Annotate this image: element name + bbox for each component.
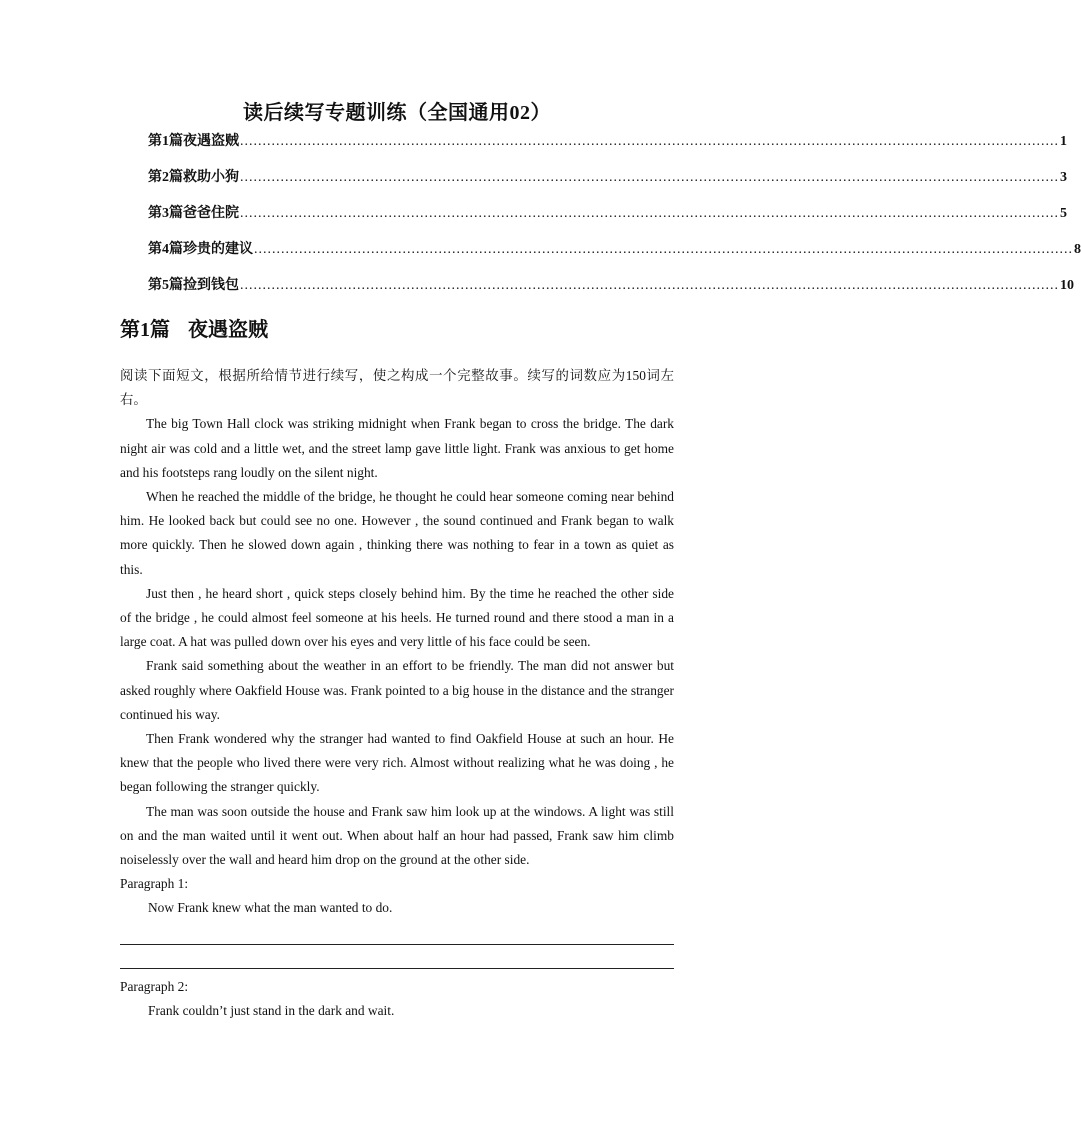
story-paragraph: Frank said something about the weather in an effort to be friendly. The man did not answer but asked roughly where Oakfield House was. Frank pointed to a big house in the distance and the stranger continued his way. [120,658,674,722]
paragraph1-label: Paragraph 1: [120,876,189,892]
story-paragraph: Then Frank wondered why the stranger had wanted to find Oakfield House at such an hour. He knew that the people who lived there were very rich. Almost without realizing what he was doing , he began following the stranger quickly. [120,731,674,795]
passage-body [120,364,674,1023]
paragraph1-opening: Now Frank knew what the man wanted to do. [148,900,393,916]
toc-item-title: 珍贵的建议 [183,242,253,257]
toc-item-page: 3 [1060,170,1067,185]
story-paragraph: The big Town Hall clock was striking midnight when Frank began to cross the bridge. The dark night air was cold and a little wet, and the street lamp gave little light. Frank was anxious to get home and his footsteps rang loudly on the silent night. [120,416,674,480]
section-number: 第1篇 [120,319,170,341]
table-of-contents [148,130,1081,310]
document-title: 读后续写专题训练（全国通用02） [243,102,551,124]
paragraph2-opening: Frank couldn’t just stand in the dark and wait. [148,1002,395,1018]
toc-leader-dots: ...................................................................................................................................................................................... [240,134,1059,149]
paragraph2-label: Paragraph 2: [120,978,189,994]
toc-leader-dots: ...................................................................................................................................................................................... [240,170,1059,185]
toc-item-page: 1 [1060,134,1067,149]
toc-item[interactable] [148,166,1067,202]
toc-item-page: 8 [1074,242,1081,257]
toc-item[interactable] [148,202,1067,238]
toc-item-page: 5 [1060,206,1067,221]
story-paragraph: The man was soon outside the house and Frank saw him look up at the windows. A light was still on and the man waited until it went out. When about half an hour had passed, Frank saw him climb noiselessly over the wall and heard him drop on the ground at the other side. [120,803,674,868]
story-paragraph: When he reached the middle of the bridge, he thought he could hear someone coming near behind him. He looked back but could see no one. However , the sound continued and Frank began to walk more quickly. Then he slowed down again , thinking there was nothing to fear in a town as quiet as this. [120,489,674,577]
toc-item-title: 捡到钱包 [183,278,239,293]
toc-item-number: 第3篇 [148,206,183,221]
toc-item[interactable] [148,274,1074,310]
story-paragraph: Just then , he heard short , quick steps closely behind him. By the time he reached the other side of the bridge , he could almost feel someone at his heels. He turned round and there stood a man in a large coat. A hat was pulled down over his eyes and very little of his face could be seen. [120,585,674,650]
toc-item-number: 第1篇 [148,134,183,149]
toc-leader-dots: ...................................................................................................................................................................................... [240,206,1059,221]
toc-item-number: 第2篇 [148,170,183,185]
toc-item-title: 夜遇盗贼 [183,134,239,149]
toc-item[interactable] [148,130,1067,166]
toc-leader-dots: ...................................................................................................................................................................................... [240,278,1059,293]
section-title: 夜遇盗贼 [188,319,268,341]
toc-item-number: 第4篇 [148,242,183,257]
toc-item-title: 救助小狗 [183,170,239,185]
instructions-text: 阅读下面短文，根据所给情节进行续写，使之构成一个完整故事。续写的词数应为150词左右。 [120,368,674,408]
toc-item[interactable] [148,238,1081,274]
section-heading [120,313,268,342]
toc-item-page: 10 [1060,278,1074,293]
toc-item-title: 爸爸住院 [183,206,239,221]
toc-item-number: 第5篇 [148,278,183,293]
toc-leader-dots: ...................................................................................................................................................................................... [254,242,1073,257]
